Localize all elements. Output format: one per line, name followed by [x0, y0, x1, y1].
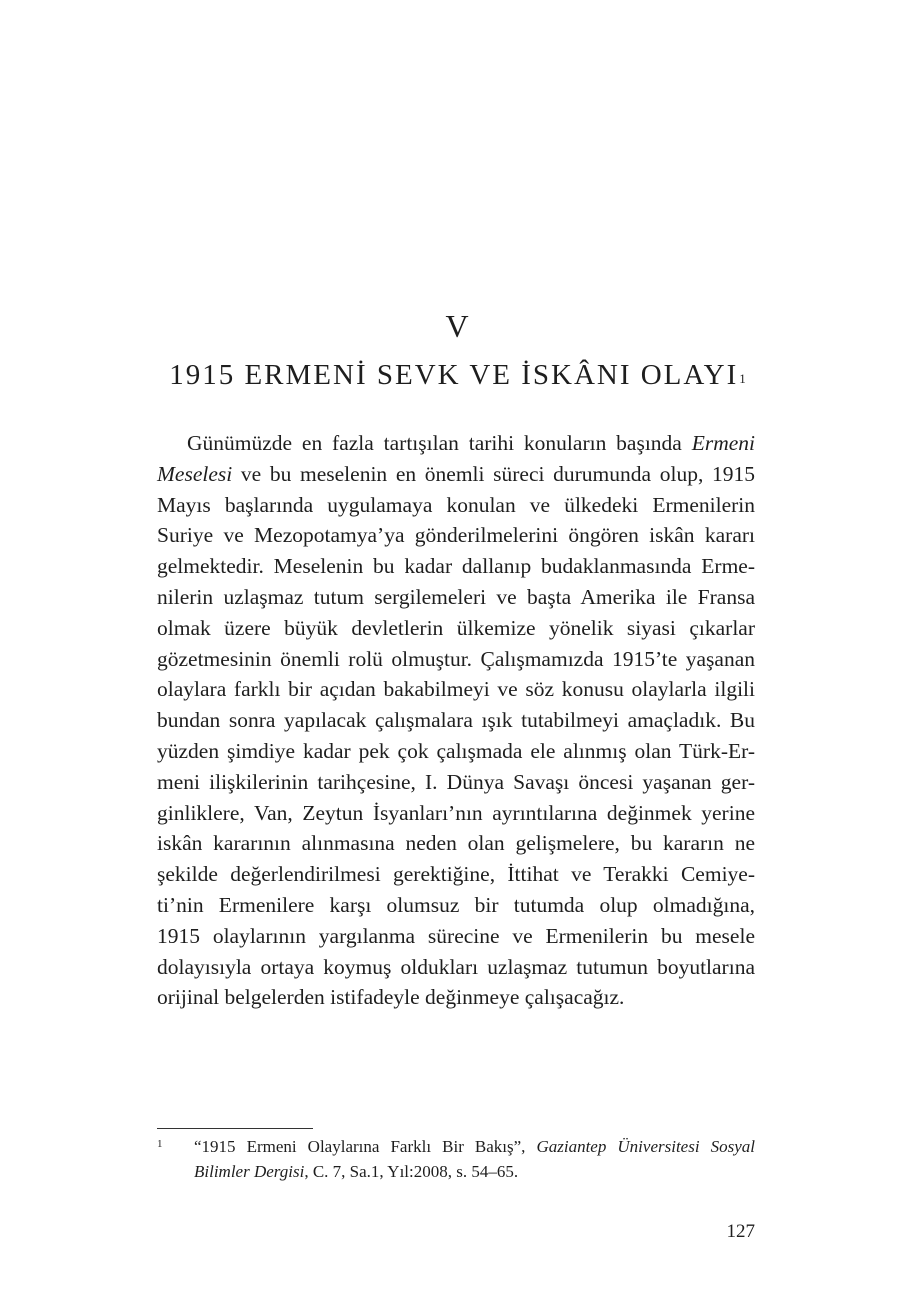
text-line: orijinal belgelerden istifadeyle değinmeye çalışacağız. [157, 985, 625, 1010]
text-line: meni ilişkilerinin tarihçesine, I. Dünya Savaşı öncesi yaşanan ger- [157, 769, 755, 794]
text-line: Suriye ve Mezopotamya’ya gönderilmelerini öngören iskân kararı [157, 523, 755, 548]
footnote-line: Bilimler Dergisi, C. 7, Sa.1, Yıl:2008, s. 54–65. [194, 1162, 519, 1181]
text-line: nilerin uzlaşmaz tutum sergilemeleri ve başta Amerika ile Fransa [157, 584, 755, 609]
chapter-number: V [445, 308, 470, 344]
text-line: bundan sonra yapılacak çalışmalara ışık tutabilmeyi amaçladık. Bu [157, 708, 755, 733]
footnote-divider [157, 1128, 313, 1129]
footnote-marker: 1 [157, 1138, 163, 1150]
chapter-title [0, 355, 900, 395]
page-number: 127 [726, 1221, 755, 1242]
text-line: yüzden şimdiye kadar pek çok çalışmada ele alınmış olan Türk-Er- [157, 738, 755, 763]
text-line: Günümüzde en fazla tartışılan tarihi konuların başında Ermeni [187, 431, 755, 455]
footnote-reference[interactable]: 1 [739, 371, 746, 386]
text-line: ginliklere, Van, Zeytun İsyanları’nın ayrıntılarına değinmek yerine [157, 800, 755, 825]
text-line: olaylara farklı bir açıdan bakabilmeyi ve söz konusu olaylarla ilgili [157, 677, 755, 702]
body-paragraph [157, 428, 755, 1013]
text-line: ti’nin Ermenilere karşı olumsuz bir tutumda olup olmadığına, [157, 892, 755, 917]
footnote [157, 1134, 755, 1184]
text-line: 1915 olaylarının yargılanma sürecine ve Ermenilerin bu mesele [157, 923, 755, 948]
footnote-line: “1915 Ermeni Olaylarına Farklı Bir Bakış”, Gaziantep Üniversitesi Sosyal [194, 1137, 755, 1156]
text-line: gözetmesinin önemli rolü olmuştur. Çalışmamızda 1915’te yaşanan [157, 646, 755, 671]
chapter-title-text: 1915 ERMENİ SEVK VE İSKÂNI OLAYI [169, 359, 739, 391]
text-line: dolayısıyla ortaya koymuş oldukları uzlaşmaz tutumun boyutlarına [157, 954, 755, 979]
text-line: şekilde değerlendirilmesi gerektiğine, İttihat ve Terakki Cemiye- [157, 862, 755, 887]
text-line: iskân kararının alınmasına neden olan gelişmelere, bu kararın ne [157, 831, 755, 856]
text-line: Mayıs başlarında uygulamaya konulan ve ülkedeki Ermenilerin [157, 492, 755, 517]
text-line: gelmektedir. Meselenin bu kadar dallanıp budaklanmasında Erme- [157, 554, 755, 579]
text-line: Meselesi ve bu meselenin en önemli süreci durumunda olup, 1915 [157, 461, 755, 486]
text-line: olmak üzere büyük devletlerin ülkemize yönelik siyasi çıkarlar [157, 615, 755, 640]
footnote-text [194, 1134, 755, 1184]
